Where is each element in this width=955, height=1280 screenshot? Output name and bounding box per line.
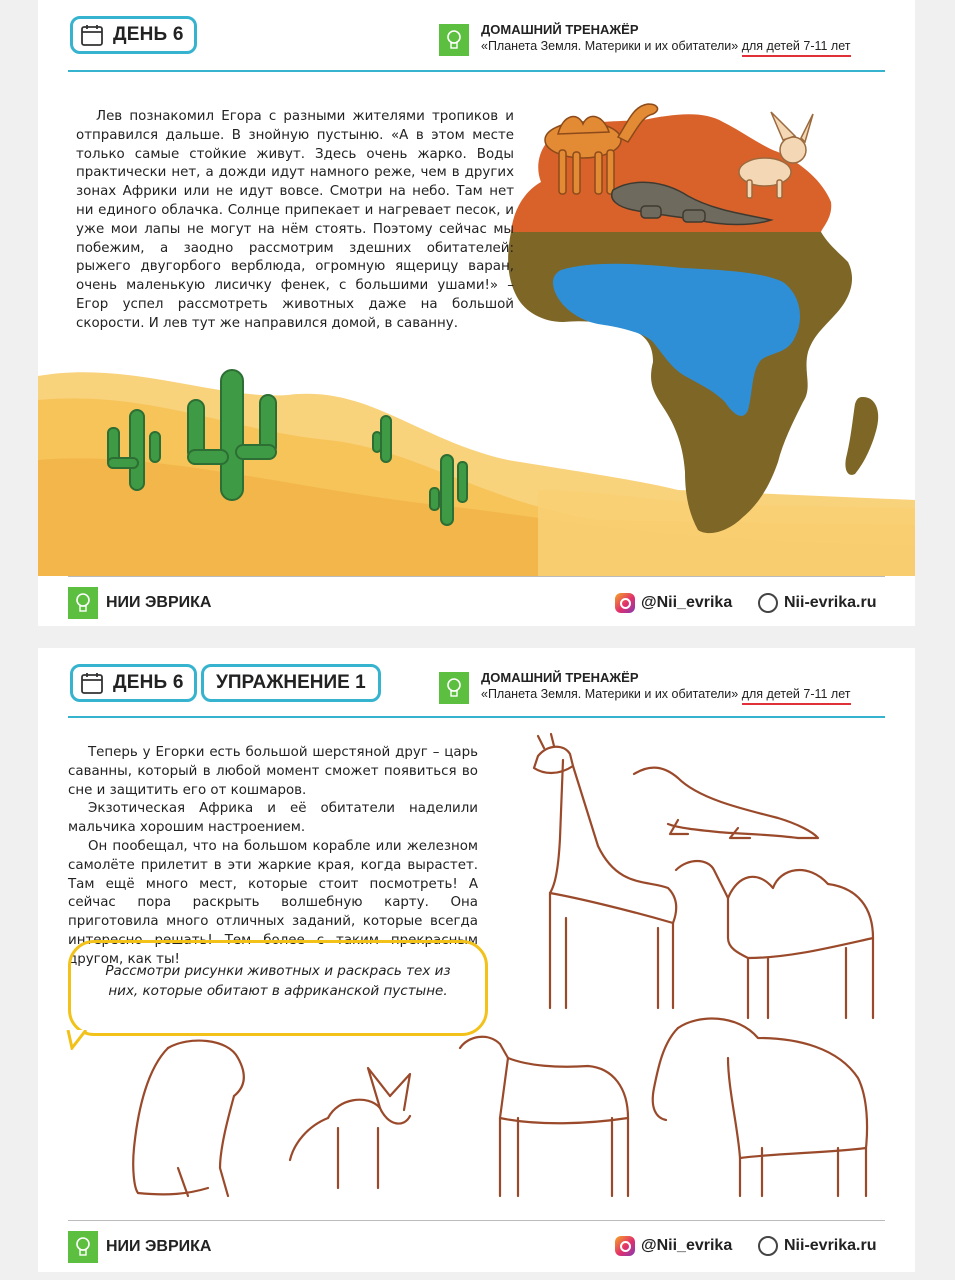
- globe-icon: [758, 593, 778, 613]
- header-course: «Планета Земля. Материки и их обитатели»: [481, 687, 739, 701]
- globe-icon: [758, 1236, 778, 1256]
- zebra-outline-icon: [460, 1037, 628, 1196]
- page-day6-story: [38, 0, 915, 626]
- instagram-handle: @Nii_evrika: [641, 594, 733, 611]
- brand-lightbulb-icon: [68, 587, 98, 619]
- story-paragraph: Он пообещал, что на большом корабле или железном самолёте прилетит в эти жаркие края, когда вырастет. Там ещё много мест, которые стоит посмотреть! А сейчас пора раскрыть волшебную карту. Она приготовила много отличных заданий, которые всегда интересно решать! Тем более с таким прекрасным другом, как ты!: [68, 838, 478, 967]
- footer-website[interactable]: [758, 1236, 876, 1256]
- header-age: для детей 7-11 лет: [742, 39, 851, 57]
- header-divider: [68, 70, 885, 72]
- day-badge: [70, 16, 197, 54]
- footer-website[interactable]: [758, 593, 876, 613]
- footer-brand: НИИ ЭВРИКА: [106, 594, 212, 611]
- exercise-badge: УПРАЖНЕНИЕ 1: [201, 664, 381, 702]
- brand-lightbulb-icon: [68, 1231, 98, 1263]
- elephant-outline-icon: [653, 1019, 867, 1196]
- story-paragraph: Лев познакомил Егора с разными жителями тропиков и отправился дальше. В знойную пустыню. «А в этом месте только самые стойкие живут. Здесь очень жарко. Воды практически нет, а дожди идут намного реже, чем в других зонах Африки или не идут вовсе. Смотри на небо. Там нет ни единого облачка. Солнце припекает и нагревает песок, и уже мои лапы не могут на нём стоять. Поэтому сейчас мы побежим, а заодно рассмотрим здешних обитателей: рыжего двугорбого верблюда, огромную ящерицу варан, очень маленькую лисичку фенек, с большими ушами!» – Егор успел рассмотреть животных даже на большой скорости. И лев тут же направился домой, в саванну.: [76, 109, 514, 331]
- header-title: ДОМАШНИЙ ТРЕНАЖЁР: [481, 22, 639, 37]
- day-label: ДЕНЬ 6: [113, 24, 184, 45]
- footer-divider: [68, 576, 885, 577]
- story-paragraph: Теперь у Егорки есть большой шерстяной друг – царь саванны, который в любой момент сможет появиться во сне и защитить его от кошмаров.: [68, 745, 478, 798]
- story-paragraph: Экзотическая Африка и её обитатели наделили мальчика хорошим настроением.: [68, 801, 478, 836]
- instagram-icon: [615, 1236, 635, 1256]
- africa-map: [503, 92, 883, 542]
- camel-outline-icon: [676, 861, 873, 1018]
- footer-brand: НИИ ЭВРИКА: [106, 1238, 212, 1255]
- footer-instagram[interactable]: [615, 593, 732, 613]
- lightbulb-icon: [439, 24, 469, 56]
- story-text: [76, 108, 514, 334]
- gorilla-outline-icon: [133, 1041, 244, 1196]
- footer-instagram[interactable]: [615, 1236, 732, 1256]
- day-label: ДЕНЬ 6: [113, 672, 184, 693]
- monitor-lizard-outline-icon: [634, 768, 818, 838]
- header-title: ДОМАШНИЙ ТРЕНАЖЁР: [481, 670, 639, 685]
- website-link: Nii-evrika.ru: [784, 1237, 877, 1254]
- task-text: Рассмотри рисунки животных и раскрась тех из них, которые обитают в африканской пустыне.: [105, 963, 451, 999]
- footer-divider: [68, 1220, 885, 1221]
- instagram-icon: [615, 593, 635, 613]
- header-age: для детей 7-11 лет: [742, 687, 851, 705]
- coloring-outlines: [38, 648, 915, 1228]
- instagram-handle: @Nii_evrika: [641, 1237, 733, 1254]
- calendar-icon: [81, 24, 103, 46]
- page-day6-exercise: [38, 648, 915, 1272]
- header-course: «Планета Земля. Материки и их обитатели»: [481, 39, 739, 53]
- website-link: Nii-evrika.ru: [784, 594, 877, 611]
- header-subtitle: [481, 39, 851, 53]
- fennec-fox-outline-icon: [290, 1068, 410, 1188]
- giraffe-outline-icon: [534, 734, 676, 1008]
